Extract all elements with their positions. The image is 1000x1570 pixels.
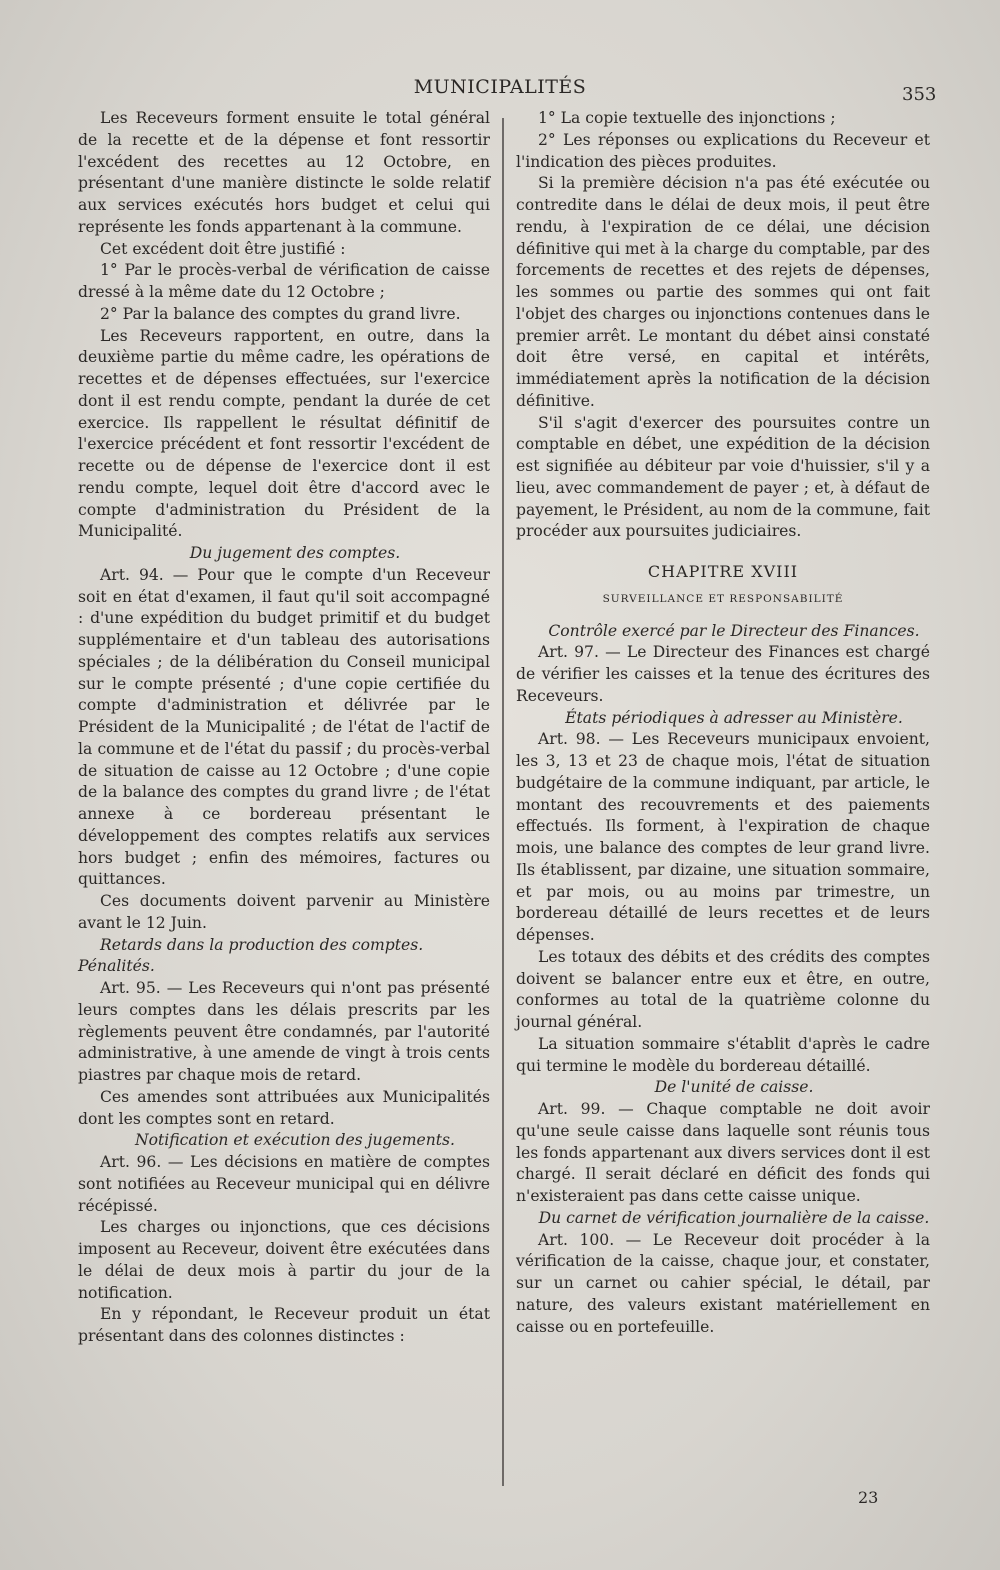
running-title: MUNICIPALITÉS — [413, 76, 587, 98]
list-item-injonctions: 1° La copie textuelle des injonctions ; — [538, 109, 836, 127]
section-heading-jugement: Du jugement des comptes. — [189, 544, 401, 562]
paragraph-balance: 2° Par la balance des comptes du grand livre. — [100, 304, 461, 323]
left-column — [78, 108, 490, 1348]
section-heading-retards: Retards dans la production des comptes. Pénalités. — [78, 935, 424, 976]
paragraph-premiere-decision: Si la première décision n'a pas été exécutée ou contredite dans le délai de deux mois, il peut être rendu, à l'expiration de ce délai, une décision définitive qui met à la charge du comptable, par des forcements de recettes et des rejets de dépenses, les sommes ou partie des sommes qui ont fait l'objet des charges ou injonctions contenues dans le premier arrêt. Le montant du débet ainsi constaté doit être versé, en capital et intérêts, immédiatement après la notification de la décision définitive. — [516, 174, 930, 410]
paragraph-proces-verbal: 1° Par le procès-verbal de vérification de caisse dressé à la même date du 12 Octobre ; — [78, 261, 490, 301]
article-94: Art. 94. — Pour que le compte d'un Receveur soit en état d'examen, il faut qu'il soit accompagné : d'une expédition du budget primitif et du budget supplémentaire et d'un tableau des autorisations spéciales ; de la délibération du Conseil municipal sur le compte présenté ; d'une copie certifiée du compte d'administration et délivrée par le Président de la Municipalité ; de l'état de l'actif de la commune et de l'état du passif ; du procès-verbal de situation de caisse au 12 Octobre ; d'une copie de la balance des comptes du grand livre ; de l'état annexe à ce bordereau présentant le développement des comptes relatifs aux services hors budget ; enfin des mémoires, factures ou quittances. — [78, 565, 490, 889]
section-heading-controle: Contrôle exercé par le Directeur des Finances. — [548, 621, 920, 640]
article-96: Art. 96. — Les décisions en matière de comptes sont notifiées au Receveur municipal qui en délivre récépissé. — [78, 1153, 490, 1215]
paragraph-excedent: Cet excédent doit être justifié : — [100, 239, 346, 258]
chapter-title: CHAPITRE XVIII — [647, 562, 799, 581]
chapter-subtitle: SURVEILLANCE ET RESPONSABILITÉ — [602, 592, 844, 605]
paragraph-repondant: En y répondant, le Receveur produit un état présentant dans des colonnes distinctes : — [78, 1305, 490, 1345]
section-heading-etats: États périodiques à adresser au Ministère. — [565, 708, 903, 727]
section-heading-notification: Notification et exécution des jugements. — [134, 1131, 456, 1150]
article-100: Art. 100. — Le Receveur doit procéder à la vérification de la caisse, chaque jour, et constater, sur un carnet ou cahier spécial, le détail, par nature, des valeurs existant matériellement en caisse ou en portefeuille. — [516, 1230, 930, 1336]
paragraph-rapportent: Les Receveurs rapportent, en outre, dans la deuxième partie du même cadre, les opérations de recettes et de dépenses effectuées, sur l'exercice dont il est rendu compte, pendant la durée de cet exercice. Ils rappellent le résultat définitif de l'exercice précédent et font ressortir l'excédent de recette ou de dépense de l'exercice dont il est rendu compte, lequel doit être d'accord avec le compte d'administration du Président de la Municipalité. — [78, 326, 490, 541]
section-heading-carnet: Du carnet de vérification journalière de la caisse. — [538, 1208, 930, 1227]
paragraph-charges: Les charges ou injonctions, que ces décisions imposent au Receveur, doivent être exécutées dans le délai de deux mois à partir du jour de la notification. — [78, 1218, 490, 1302]
paragraph-documents: Ces documents doivent parvenir au Ministère avant le 12 Juin. — [78, 892, 490, 932]
paragraph-total-general: Les Receveurs forment ensuite le total général de la recette et de la dépense et font ressortir l'excédent des recettes au 12 Octobre, en présentant d'une manière distincte le solde relatif aux services exécutés hors budget et celui qui représente les fonds appartenant à la commune. — [78, 109, 490, 236]
right-column — [516, 108, 930, 1338]
signature-number: 23 — [858, 1488, 879, 1507]
article-95: Art. 95. — Les Receveurs qui n'ont pas présenté leurs comptes dans les délais prescrits par les règlements peuvent être condamnés, par l'autorité administrative, à une amende de vingt à trois cents piastres par chaque mois de retard. — [78, 979, 490, 1084]
page-number: 353 — [902, 84, 937, 105]
list-item-reponses: 2° Les réponses ou explications du Receveur et l'indication des pièces produites. — [516, 130, 930, 171]
paragraph-situation: La situation sommaire s'établit d'après le cadre qui termine le modèle du bordereau détaillé. — [516, 1034, 930, 1075]
section-heading-unite: De l'unité de caisse. — [654, 1078, 814, 1097]
paragraph-amendes: Ces amendes sont attribuées aux Municipalités dont les comptes sont en retard. — [78, 1087, 490, 1128]
article-99: Art. 99. — Chaque comptable ne doit avoir qu'une seule caisse dans laquelle sont réunis tous les fonds appartenant aux divers services dont il est chargé. Il serait déclaré en déficit des fonds qui n'existeraient pas dans cette caisse unique. — [516, 1100, 930, 1205]
article-98: Art. 98. — Les Receveurs municipaux envoient, les 3, 13 et 23 de chaque mois, l'état de situation budgétaire de la commune indiquant, par article, le montant des recouvrements et des paiements effectués. Ils forment, à l'expiration de chaque mois, une balance des comptes de leur grand livre. Ils établissent, par dizaine, une situation sommaire, et par mois, ou au moins par trimestre, un bordereau détaillé de leurs recettes et de leurs dépenses. — [516, 730, 930, 944]
article-97: Art. 97. — Le Directeur des Finances est chargé de vérifier les caisses et la tenue des écritures des Receveurs. — [516, 643, 930, 705]
paragraph-poursuites: S'il s'agit d'exercer des poursuites contre un comptable en débet, une expédition de la décision est signifiée au débiteur par voie d'huissier, s'il y a lieu, avec commandement de payer ; et, à défaut de payement, le Président, au nom de la commune, fait procéder aux poursuites judiciaires. — [516, 413, 930, 541]
column-divider — [502, 118, 504, 1486]
paragraph-totaux: Les totaux des débits et des crédits des comptes doivent se balancer entre eux et être, en outre, conformes au total de la quatrième colonne du journal général. — [516, 947, 930, 1031]
